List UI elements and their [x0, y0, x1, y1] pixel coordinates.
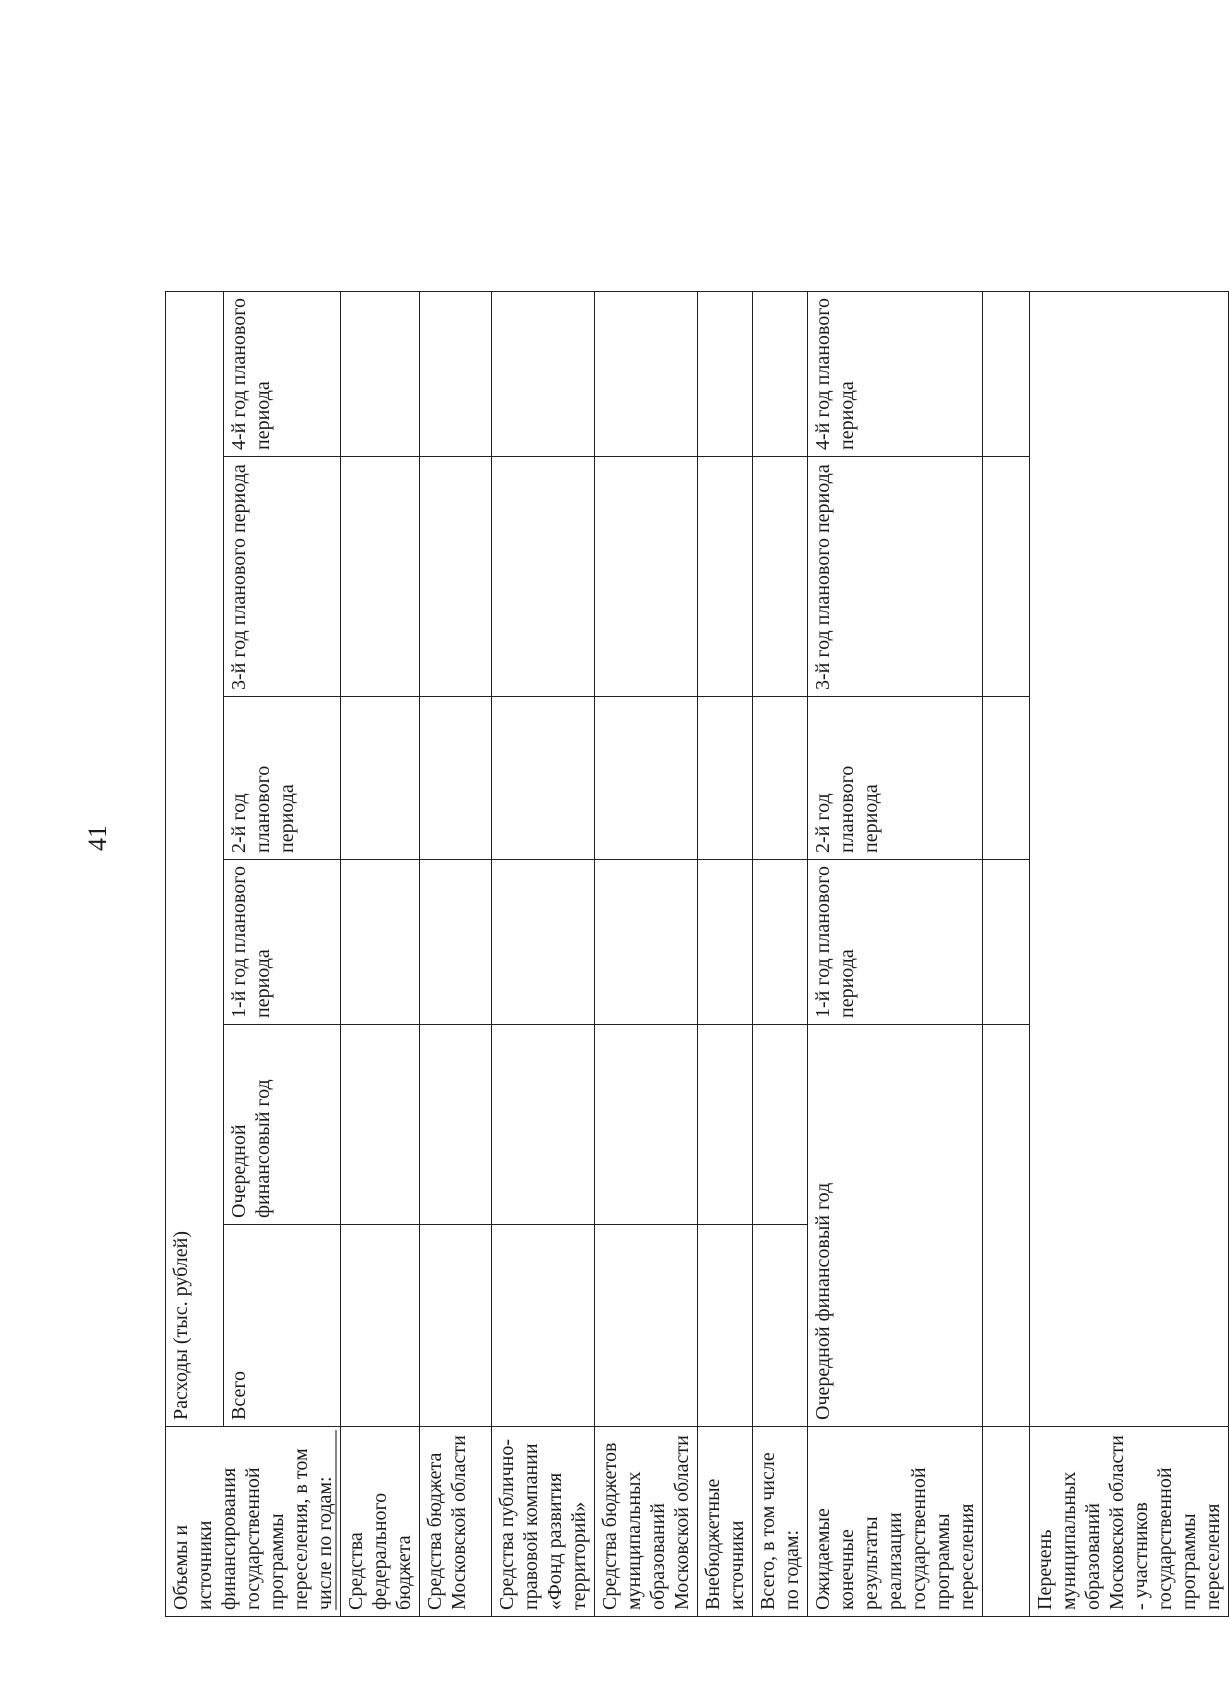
table-cell — [753, 1225, 808, 1427]
table-cell — [753, 1025, 808, 1225]
table-cell — [420, 860, 492, 1025]
table-row — [595, 291, 698, 1616]
results-label: Ожидаемые конечные результаты реализации государственной программы переселения — [808, 1427, 983, 1617]
page-number: 41 — [83, 825, 112, 851]
table-cell — [595, 457, 698, 697]
municipalities-value — [1030, 291, 1229, 1426]
table-cell — [420, 1225, 492, 1427]
col-current-year: Очередной финансовый год — [223, 1025, 340, 1225]
expenses-header: Расходы (тыс. рублей) — [166, 291, 224, 1426]
table-cell — [341, 1225, 420, 1427]
table-row — [1030, 291, 1229, 1616]
table-cell — [492, 860, 595, 1025]
table-cell — [698, 457, 753, 697]
table-cell — [753, 697, 808, 860]
table-row — [753, 291, 808, 1616]
table-cell — [341, 860, 420, 1025]
table-cell — [595, 860, 698, 1025]
table-cell — [983, 1025, 1030, 1427]
table-cell — [595, 1225, 698, 1427]
table-cell — [341, 457, 420, 697]
table-cell — [698, 291, 753, 456]
table-cell — [492, 457, 595, 697]
results-col-year4: 4-й год планового периода — [808, 291, 983, 456]
table-cell — [492, 1025, 595, 1225]
col-year3: 3-й год планового периода — [223, 457, 340, 697]
results-col-year2: 2-й год планового периода — [808, 697, 983, 860]
table-cell — [698, 697, 753, 860]
financing-label: Объемы и источники финансирования государственной программы переселения, в том числе по годам: — [166, 1427, 341, 1617]
table-cell — [420, 457, 492, 697]
table-cell — [595, 697, 698, 860]
table-cell — [595, 291, 698, 456]
table-row — [808, 291, 983, 1616]
table-cell — [492, 291, 595, 456]
results-col-year1: 1-й год планового периода — [808, 860, 983, 1025]
table-cell — [341, 291, 420, 456]
row-label-municipal: Средства бюджетов муниципальных образований Московской области — [595, 1427, 698, 1617]
table-cell — [753, 860, 808, 1025]
table-cell — [341, 697, 420, 860]
table-cell — [341, 1025, 420, 1225]
table-cell — [983, 860, 1030, 1025]
rotated-table-container — [165, 292, 1224, 1617]
table-cell — [698, 1025, 753, 1225]
row-label-regional: Средства бюджета Московской области — [420, 1427, 492, 1617]
table-cell — [420, 1025, 492, 1225]
col-year1: 1-й год планового периода — [223, 860, 340, 1025]
table-cell — [983, 1427, 1030, 1617]
table-row — [983, 291, 1030, 1616]
table-cell — [753, 291, 808, 456]
table-row — [698, 291, 753, 1616]
table-cell — [983, 697, 1030, 860]
col-year2: 2-й год планового периода — [223, 697, 340, 860]
table-cell — [698, 860, 753, 1025]
table-cell — [420, 291, 492, 456]
table-cell — [492, 1225, 595, 1427]
table-cell — [595, 1025, 698, 1225]
results-col-year3: 3-й год планового периода — [808, 457, 983, 697]
row-label-total: Всего, в том числе по годам: — [753, 1427, 808, 1617]
col-total: Всего — [223, 1225, 340, 1427]
table-cell — [420, 697, 492, 860]
table-row — [341, 291, 420, 1616]
financing-table — [165, 291, 1229, 1617]
municipalities-label: Перечень муниципальных образований Московской области - участников государственной программы переселения — [1030, 1427, 1229, 1617]
table-cell — [753, 457, 808, 697]
table-cell — [983, 291, 1030, 456]
table-cell — [492, 697, 595, 860]
table-row — [492, 291, 595, 1616]
row-label-fund: Средства публично-правовой компании «Фонд развития территорий» — [492, 1427, 595, 1617]
table-cell — [983, 457, 1030, 697]
table-row — [420, 291, 492, 1616]
col-year4: 4-й год планового периода — [223, 291, 340, 456]
table-cell — [698, 1225, 753, 1427]
row-label-extrabudgetary: Внебюджетные источники — [698, 1427, 753, 1617]
row-label-federal: Средства федерального бюджета — [341, 1427, 420, 1617]
results-col-current-year: Очередной финансовый год — [808, 1025, 983, 1427]
